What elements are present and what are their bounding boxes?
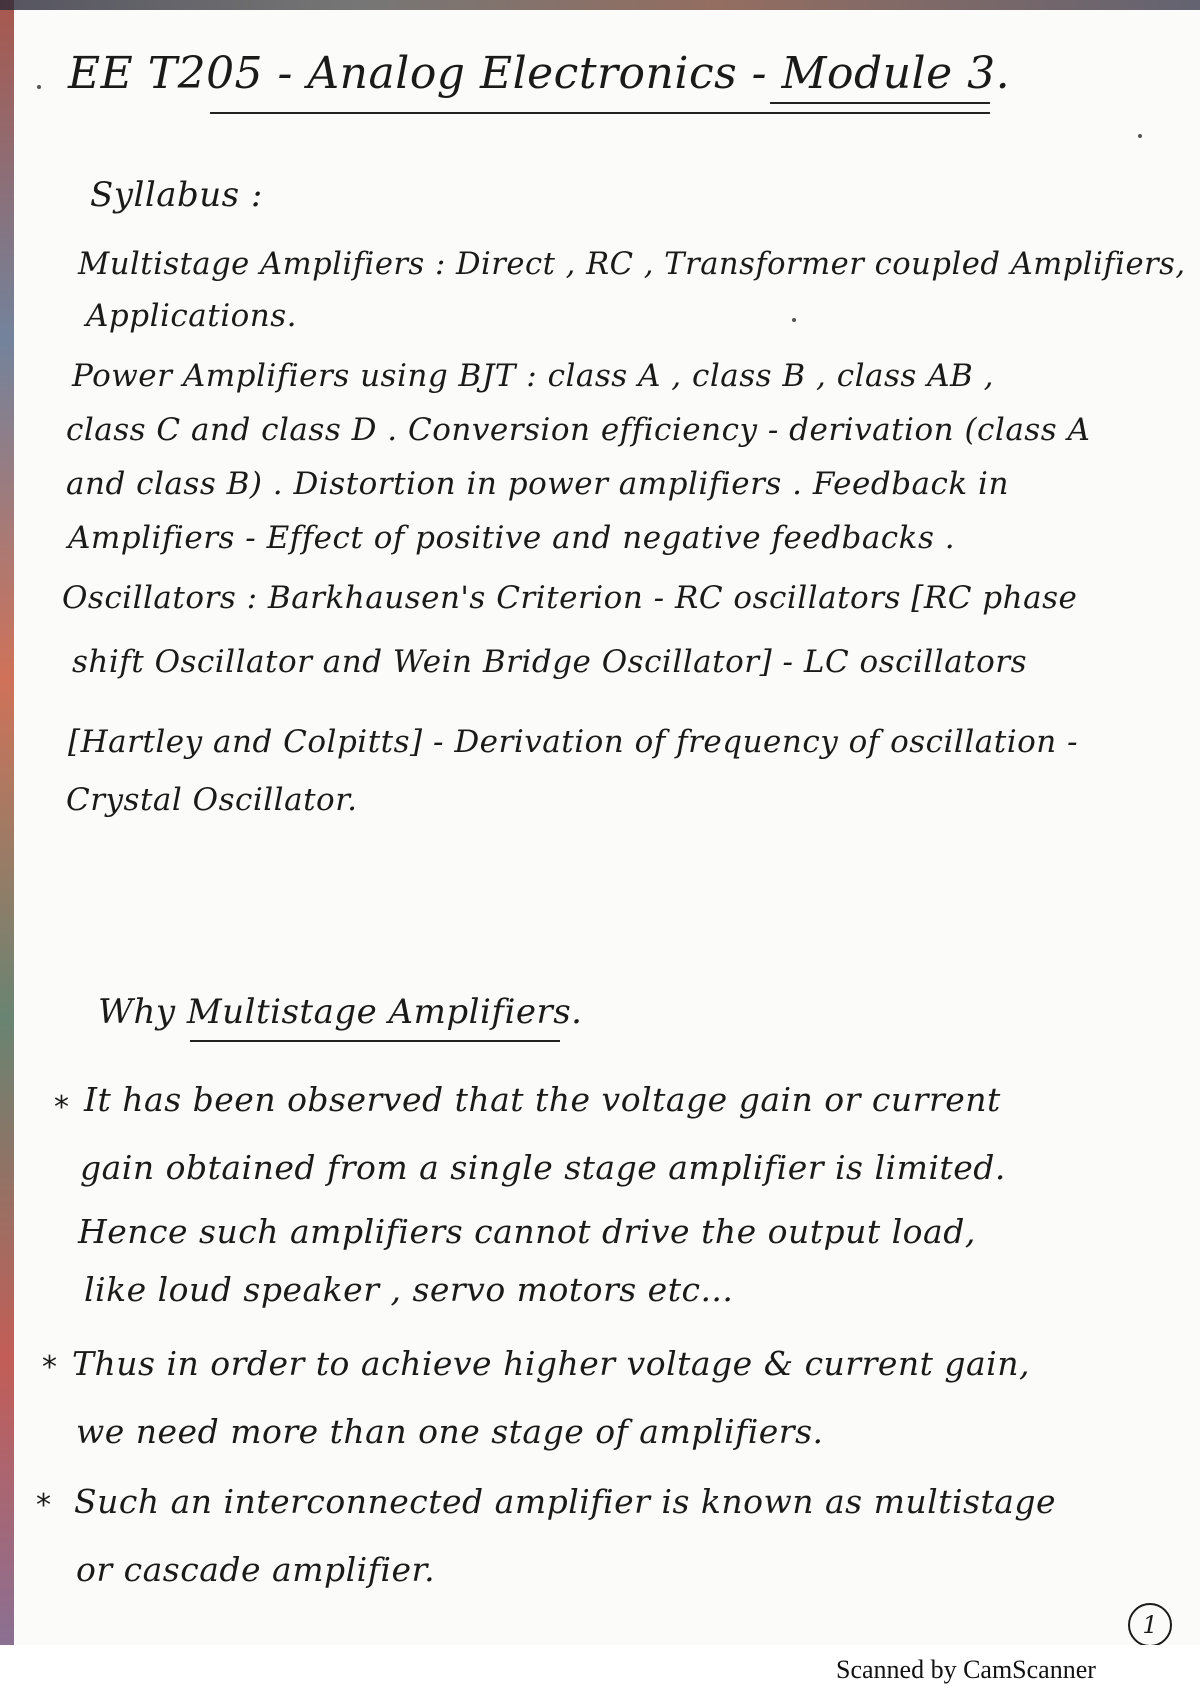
page-title: EE T205 - Analog Electronics - Module 3. bbox=[68, 48, 1011, 99]
syllabus-line: shift Oscillator and Wein Bridge Oscillator] - LC oscillators bbox=[72, 644, 1028, 680]
page-edge-left bbox=[0, 0, 14, 1698]
syllabus-line: class C and class D . Conversion efficiency - derivation (class A bbox=[66, 412, 1091, 448]
syllabus-heading: Syllabus : bbox=[90, 175, 263, 215]
syllabus-line: Multistage Amplifiers : Direct , RC , Transformer coupled Amplifiers, bbox=[78, 246, 1186, 282]
bullet-line: Thus in order to achieve higher voltage & current gain, bbox=[72, 1344, 1030, 1383]
stray-mark bbox=[37, 85, 41, 89]
bullet-marker: * bbox=[42, 1350, 57, 1385]
bullet-line: It has been observed that the voltage gain or current bbox=[84, 1080, 1001, 1119]
bullet-line: Hence such amplifiers cannot drive the output load, bbox=[78, 1212, 976, 1251]
stray-mark bbox=[792, 318, 796, 322]
section-heading: Why Multistage Amplifiers. bbox=[98, 992, 583, 1032]
syllabus-line: Power Amplifiers using BJT : class A , class B , class AB , bbox=[72, 358, 995, 394]
syllabus-line: and class B) . Distortion in power amplifiers . Feedback in bbox=[66, 466, 1009, 502]
bullet-line: Such an interconnected amplifier is known as multistage bbox=[74, 1482, 1057, 1521]
syllabus-line: Applications. bbox=[86, 298, 298, 334]
title-underline bbox=[210, 112, 990, 114]
bullet-marker: * bbox=[54, 1090, 69, 1125]
bullet-line: or cascade amplifier. bbox=[76, 1550, 436, 1589]
section-heading-underline bbox=[190, 1040, 560, 1042]
scanner-watermark: Scanned by CamScanner bbox=[836, 1655, 1096, 1684]
page-number: 1 bbox=[1128, 1603, 1172, 1647]
syllabus-line: Oscillators : Barkhausen's Criterion - RC oscillators [RC phase bbox=[62, 580, 1078, 616]
syllabus-line: Amplifiers - Effect of positive and negative feedbacks . bbox=[68, 520, 956, 556]
bullet-line: we need more than one stage of amplifiers. bbox=[76, 1412, 824, 1451]
bullet-line: gain obtained from a single stage amplifier is limited. bbox=[80, 1148, 1006, 1187]
syllabus-line: [Hartley and Colpitts] - Derivation of frequency of oscillation - bbox=[68, 724, 1079, 760]
title-underline-module bbox=[770, 102, 990, 104]
bullet-marker: * bbox=[36, 1488, 51, 1523]
stray-mark bbox=[1138, 134, 1142, 138]
page-edge-top bbox=[0, 0, 1200, 10]
syllabus-line: Crystal Oscillator. bbox=[66, 782, 358, 818]
bullet-line: like loud speaker , servo motors etc... bbox=[84, 1270, 734, 1309]
